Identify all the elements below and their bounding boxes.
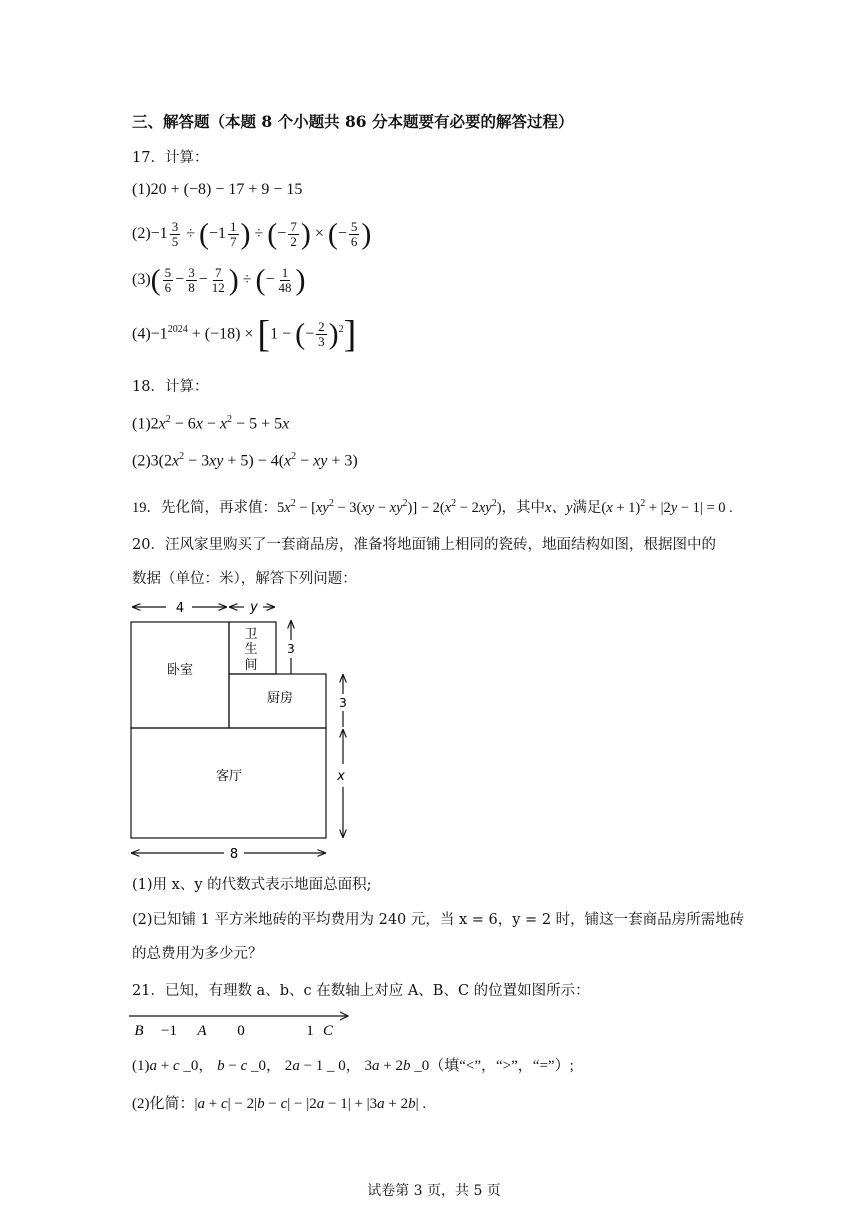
- q18-p2-prefix: (2): [132, 452, 151, 470]
- q17-p3-prefix: (3): [132, 271, 151, 289]
- q17-p1-expr: 20 + (−8) − 17 + 9 − 15: [150, 181, 303, 198]
- dim-8-label: 8: [229, 847, 239, 862]
- tick-neg1-label: −1: [161, 1023, 177, 1039]
- q20-line2: 数据（单位：米），解答下列问题：: [132, 571, 357, 587]
- q21-sub1: (1)a + c _0， b − c _0， 2a − 1 _ 0， 3a + 2b _0（填“<”，“>”，“=”）;: [132, 1058, 574, 1074]
- q17-p2-prefix: (2): [132, 225, 151, 243]
- q17-label: 17．计算：: [132, 150, 209, 166]
- q19-cond: 满足: [572, 499, 602, 516]
- q20-sub2-line2: 的总费用为多少元？: [132, 946, 263, 962]
- q19-mid: ，其中: [501, 499, 546, 516]
- kitchen-label: 厨房: [266, 691, 294, 706]
- q21-line1: 21．已知，有理数 a、b、c 在数轴上对应 A、B、C 的位置如图所示：: [132, 983, 590, 999]
- dim-3b-label: 3: [339, 696, 347, 710]
- q20-sub2-line1: (2)已知铺 1 平方米地砖的平均费用为 240 元，当 x = 6，y = 2 时，铺这一套商品房所需地砖: [132, 912, 745, 928]
- q17-part1: [132, 180, 302, 200]
- q21-sub1-prefix: (1): [132, 1058, 150, 1074]
- q17-p4-prefix: (4): [132, 325, 151, 343]
- q19: 19．先化简，再求值：$5x^2 - [xy^2 - 3(xy - xy^2)] - 2(x^2 - 2xy^2)$，其中x、y满足$(x + 1)^2 + |2y - 1| = 0$ .: [132, 498, 733, 516]
- point-B-label: B: [134, 1023, 144, 1039]
- q19-lead: 19．先化简，再求值：: [132, 499, 277, 516]
- bathroom-label-1: 卫: [244, 627, 258, 642]
- dim-4-label: 4: [175, 601, 185, 616]
- q18-part2: $(2)3(2x^2 - 3xy + 5) - 4(x^2$ − xy + 3): [132, 451, 358, 470]
- q20-line1: 20．汪风家里购买了一套商品房，准备将地面铺上相同的瓷砖，地面结构如图，根据图中的: [132, 537, 716, 553]
- q18-label: 18．计算：: [132, 379, 209, 395]
- dim-x-label: x: [337, 769, 345, 784]
- bathroom-label-2: 生: [244, 642, 258, 657]
- q19-vars: x、y: [545, 499, 573, 516]
- dim-3a-label: 3: [287, 642, 295, 656]
- q17-part2: (2)−1 $\frac{3}{5}$ ÷ (−1 $\frac{1}{7}$ ) ÷ (− $\frac{7}{2}$ ) × (− $\frac{5}{6}$ ): [132, 217, 372, 251]
- q20-sub1: (1)用 x、y 的代数式表示地面总面积;: [132, 877, 372, 893]
- tick-1-label: 1: [306, 1023, 314, 1039]
- tick-0-label: 0: [237, 1023, 245, 1039]
- number-line: [125, 1004, 365, 1040]
- floor-plan-diagram: [120, 594, 370, 868]
- q17-part4: $(4)-1^{2024} + (-18) \times [1$ − (− $\frac{2}{3}$ )$^2$]: [132, 313, 357, 356]
- living-room-label: 客厅: [215, 769, 243, 784]
- bedroom-label: 卧室: [166, 663, 194, 678]
- q17-p1-prefix: (1): [132, 181, 151, 198]
- dim-y-label: y: [250, 600, 258, 615]
- point-A-label: A: [197, 1023, 207, 1039]
- page-footer: 试卷第 3 页，共 5 页: [367, 1183, 501, 1199]
- q18-part1: $(1)2x^2 - 6x - x^2 - 5 + 5x$: [132, 414, 290, 433]
- bathroom-label-3: 间: [244, 658, 258, 673]
- q21-sub1-tail: （填“<”，“>”，“=”）;: [429, 1058, 574, 1074]
- q21-sub2: (2)化简：|a + c| − 2|b − c| − |2a − 1| + |3a + 2b| .: [132, 1096, 427, 1112]
- q17-part3: (3)( $\frac{5}{6}$ − $\frac{3}{8}$ − $\frac{7}{12}$ ) ÷ (− $\frac{1}{48}$ ): [132, 263, 306, 297]
- point-C-label: C: [322, 1023, 334, 1039]
- q18-p1-prefix: (1): [132, 415, 151, 433]
- q21-sub2-prefix: (2)化简：: [132, 1096, 195, 1112]
- section-title: 三、解答题（本题 8 个小题共 86 分本题要有必要的解答过程）: [132, 112, 574, 131]
